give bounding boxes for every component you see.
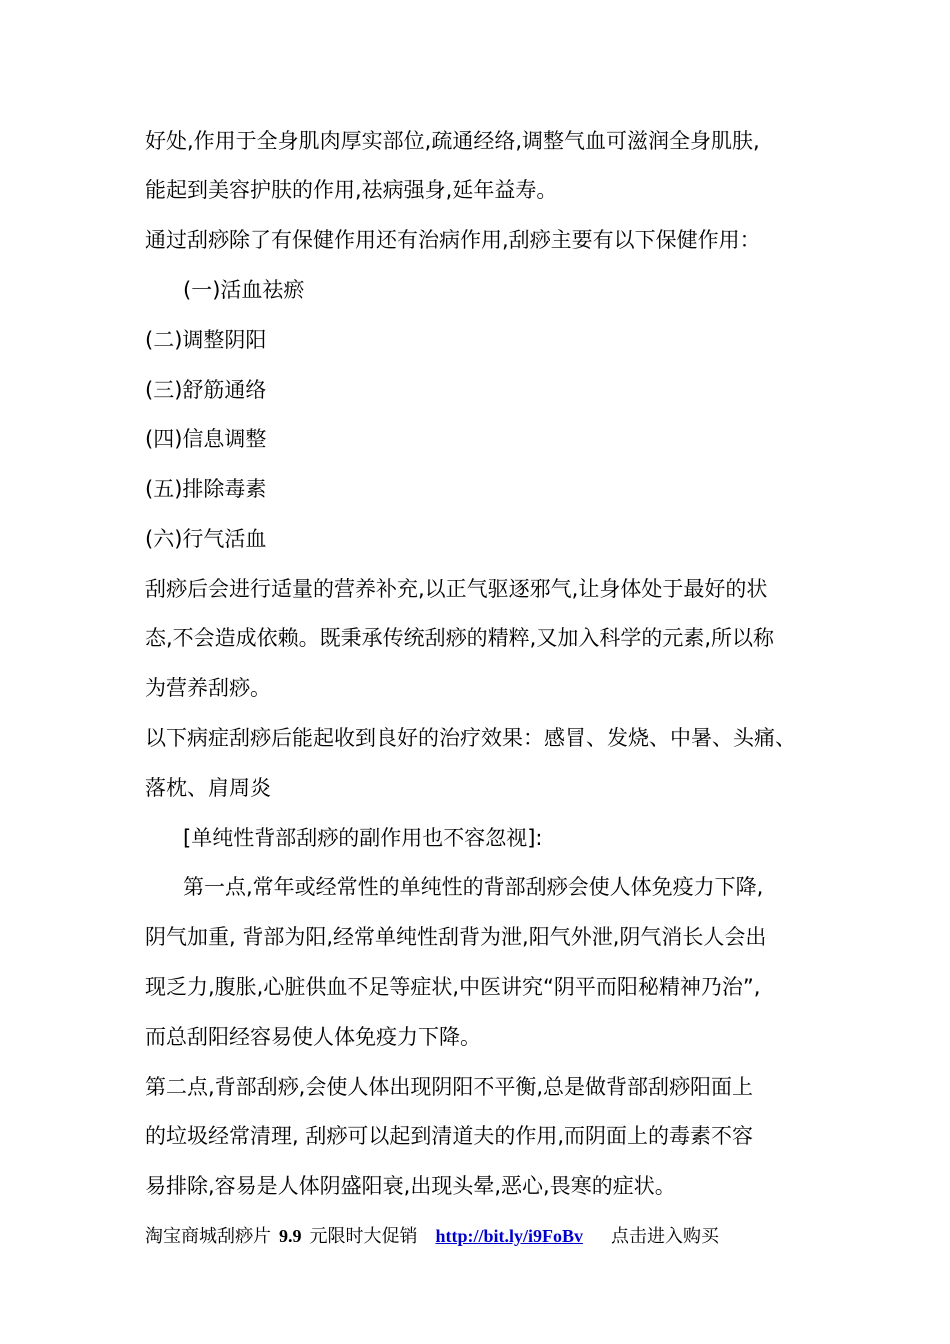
promo-cta[interactable]: 点击进入购买 <box>611 1226 720 1247</box>
list-item: (六)行气活血 <box>145 527 267 551</box>
promo-suffix: 元限时大促销 <box>309 1226 418 1247</box>
list-item: (二)调整阴阳 <box>145 328 267 352</box>
body-line: 而总刮阳经容易使人体免疫力下降。 <box>145 1025 481 1049</box>
body-line: 第二点,背部刮痧,会使人体出现阴阳不平衡,总是做背部刮痧阳面上 <box>145 1075 754 1099</box>
body-line: 落枕、肩周炎 <box>145 776 271 800</box>
promo-footer <box>145 1222 719 1251</box>
body-line: 的垃圾经常清理, 刮痧可以起到清道夫的作用,而阴面上的毒素不容 <box>145 1124 754 1148</box>
list-item: (四)信息调整 <box>145 427 267 451</box>
body-line: 第一点,常年或经常性的单纯性的背部刮痧会使人体免疫力下降, <box>183 875 764 899</box>
body-line: 以下病症刮痧后能起收到良好的治疗效果：感冒、发烧、中暑、头痛、 <box>145 726 796 750</box>
promo-price: 9.9 <box>279 1226 302 1246</box>
list-item: (五)排除毒素 <box>145 477 267 501</box>
list-item: (一)活血祛瘀 <box>183 278 305 302</box>
promo-link[interactable]: http://bit.ly/i9FoBv <box>435 1226 584 1246</box>
body-line: 阴气加重, 背部为阳,经常单纯性刮背为泄,阳气外泄,阴气消长人会出 <box>145 925 767 949</box>
body-line: 易排除,容易是人体阴盛阳衰,出现头晕,恶心,畏寒的症状。 <box>145 1174 676 1198</box>
body-line: 刮痧后会进行适量的营养补充,以正气驱逐邪气,让身体处于最好的状 <box>145 577 768 601</box>
body-line: 能起到美容护肤的作用,祛病强身,延年益寿。 <box>145 178 558 202</box>
body-line: 现乏力,腹胀,心脏供血不足等症状,中医讲究“阴平而阳秘精神乃治”, <box>145 975 761 999</box>
list-item: (三)舒筋通络 <box>145 378 267 402</box>
section-heading: [单纯性背部刮痧的副作用也不容忽视]: <box>183 826 543 850</box>
body-line: 态,不会造成依赖。既秉承传统刮痧的精粹,又加入科学的元素,所以称 <box>145 626 775 650</box>
body-line: 通过刮痧除了有保健作用还有治病作用,刮痧主要有以下保健作用： <box>145 228 761 252</box>
body-line: 为营养刮痧。 <box>145 676 271 700</box>
body-line: 好处,作用于全身肌肉厚实部位,疏通经络,调整气血可滋润全身肌肤, <box>145 129 760 153</box>
promo-text: 淘宝商城刮痧片 <box>145 1226 271 1247</box>
